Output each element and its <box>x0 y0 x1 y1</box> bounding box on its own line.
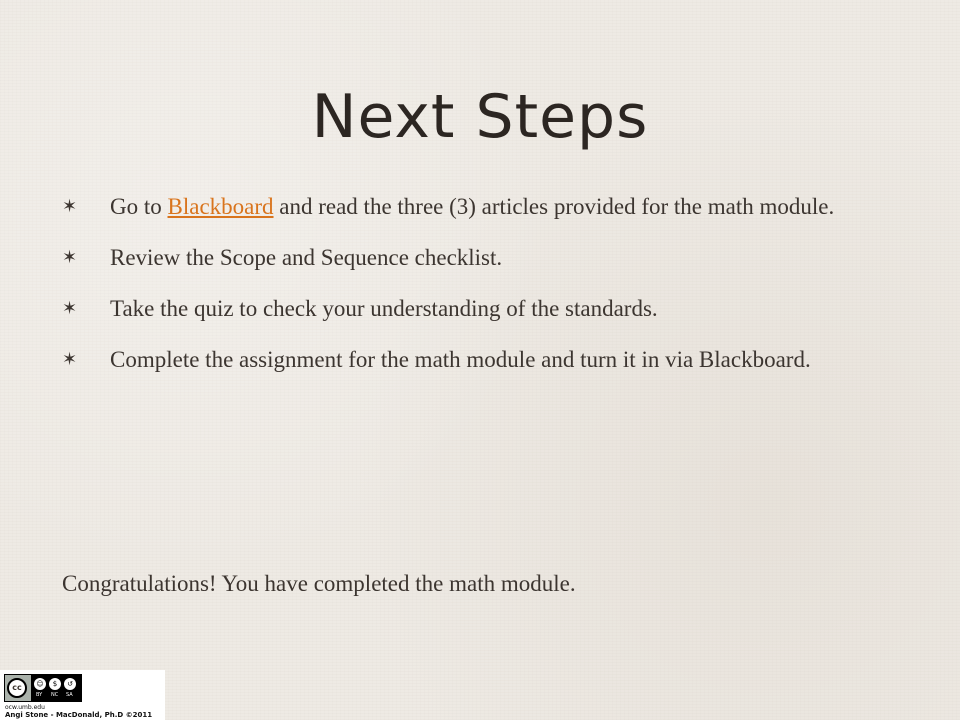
star-bullet-icon: ✶ <box>62 247 78 268</box>
license-badge <box>0 670 165 720</box>
bullet-list <box>62 190 902 394</box>
by-icon: ☺ <box>34 678 46 690</box>
license-terms-icons <box>31 675 81 701</box>
list-item <box>62 190 902 223</box>
star-bullet-icon: ✶ <box>62 349 78 370</box>
license-author: Angi Stone - MacDonald, Ph.D ©2011 <box>5 711 153 719</box>
by-label: BY <box>36 692 43 698</box>
blackboard-link[interactable]: Blackboard <box>167 194 274 219</box>
list-item <box>62 241 902 274</box>
bullet-text-prefix: Go to <box>110 194 168 219</box>
slide-title: Next Steps <box>311 82 649 152</box>
bullet-text: Review the Scope and Sequence checklist. <box>110 245 503 270</box>
sa-label: SA <box>66 692 73 698</box>
nc-label: NC <box>51 692 59 698</box>
sa-icon: ↺ <box>64 678 76 690</box>
nc-icon: $ <box>49 678 61 690</box>
list-item <box>62 343 902 376</box>
bullet-text: Complete the assignment for the math module and turn it in via Blackboard. <box>110 347 811 372</box>
bullet-text: Take the quiz to check your understanding of the standards. <box>110 296 658 321</box>
star-bullet-icon: ✶ <box>62 298 78 319</box>
closing-message: Congratulations! You have completed the math module. <box>62 571 576 596</box>
license-site: ocw.umb.edu <box>5 704 45 711</box>
list-item <box>62 292 902 325</box>
bullet-text-suffix: and read the three (3) articles provided for the math module. <box>273 194 835 219</box>
cc-icon: cc <box>7 678 27 698</box>
star-bullet-icon: ✶ <box>62 196 78 217</box>
creative-commons-badge[interactable] <box>4 674 82 702</box>
